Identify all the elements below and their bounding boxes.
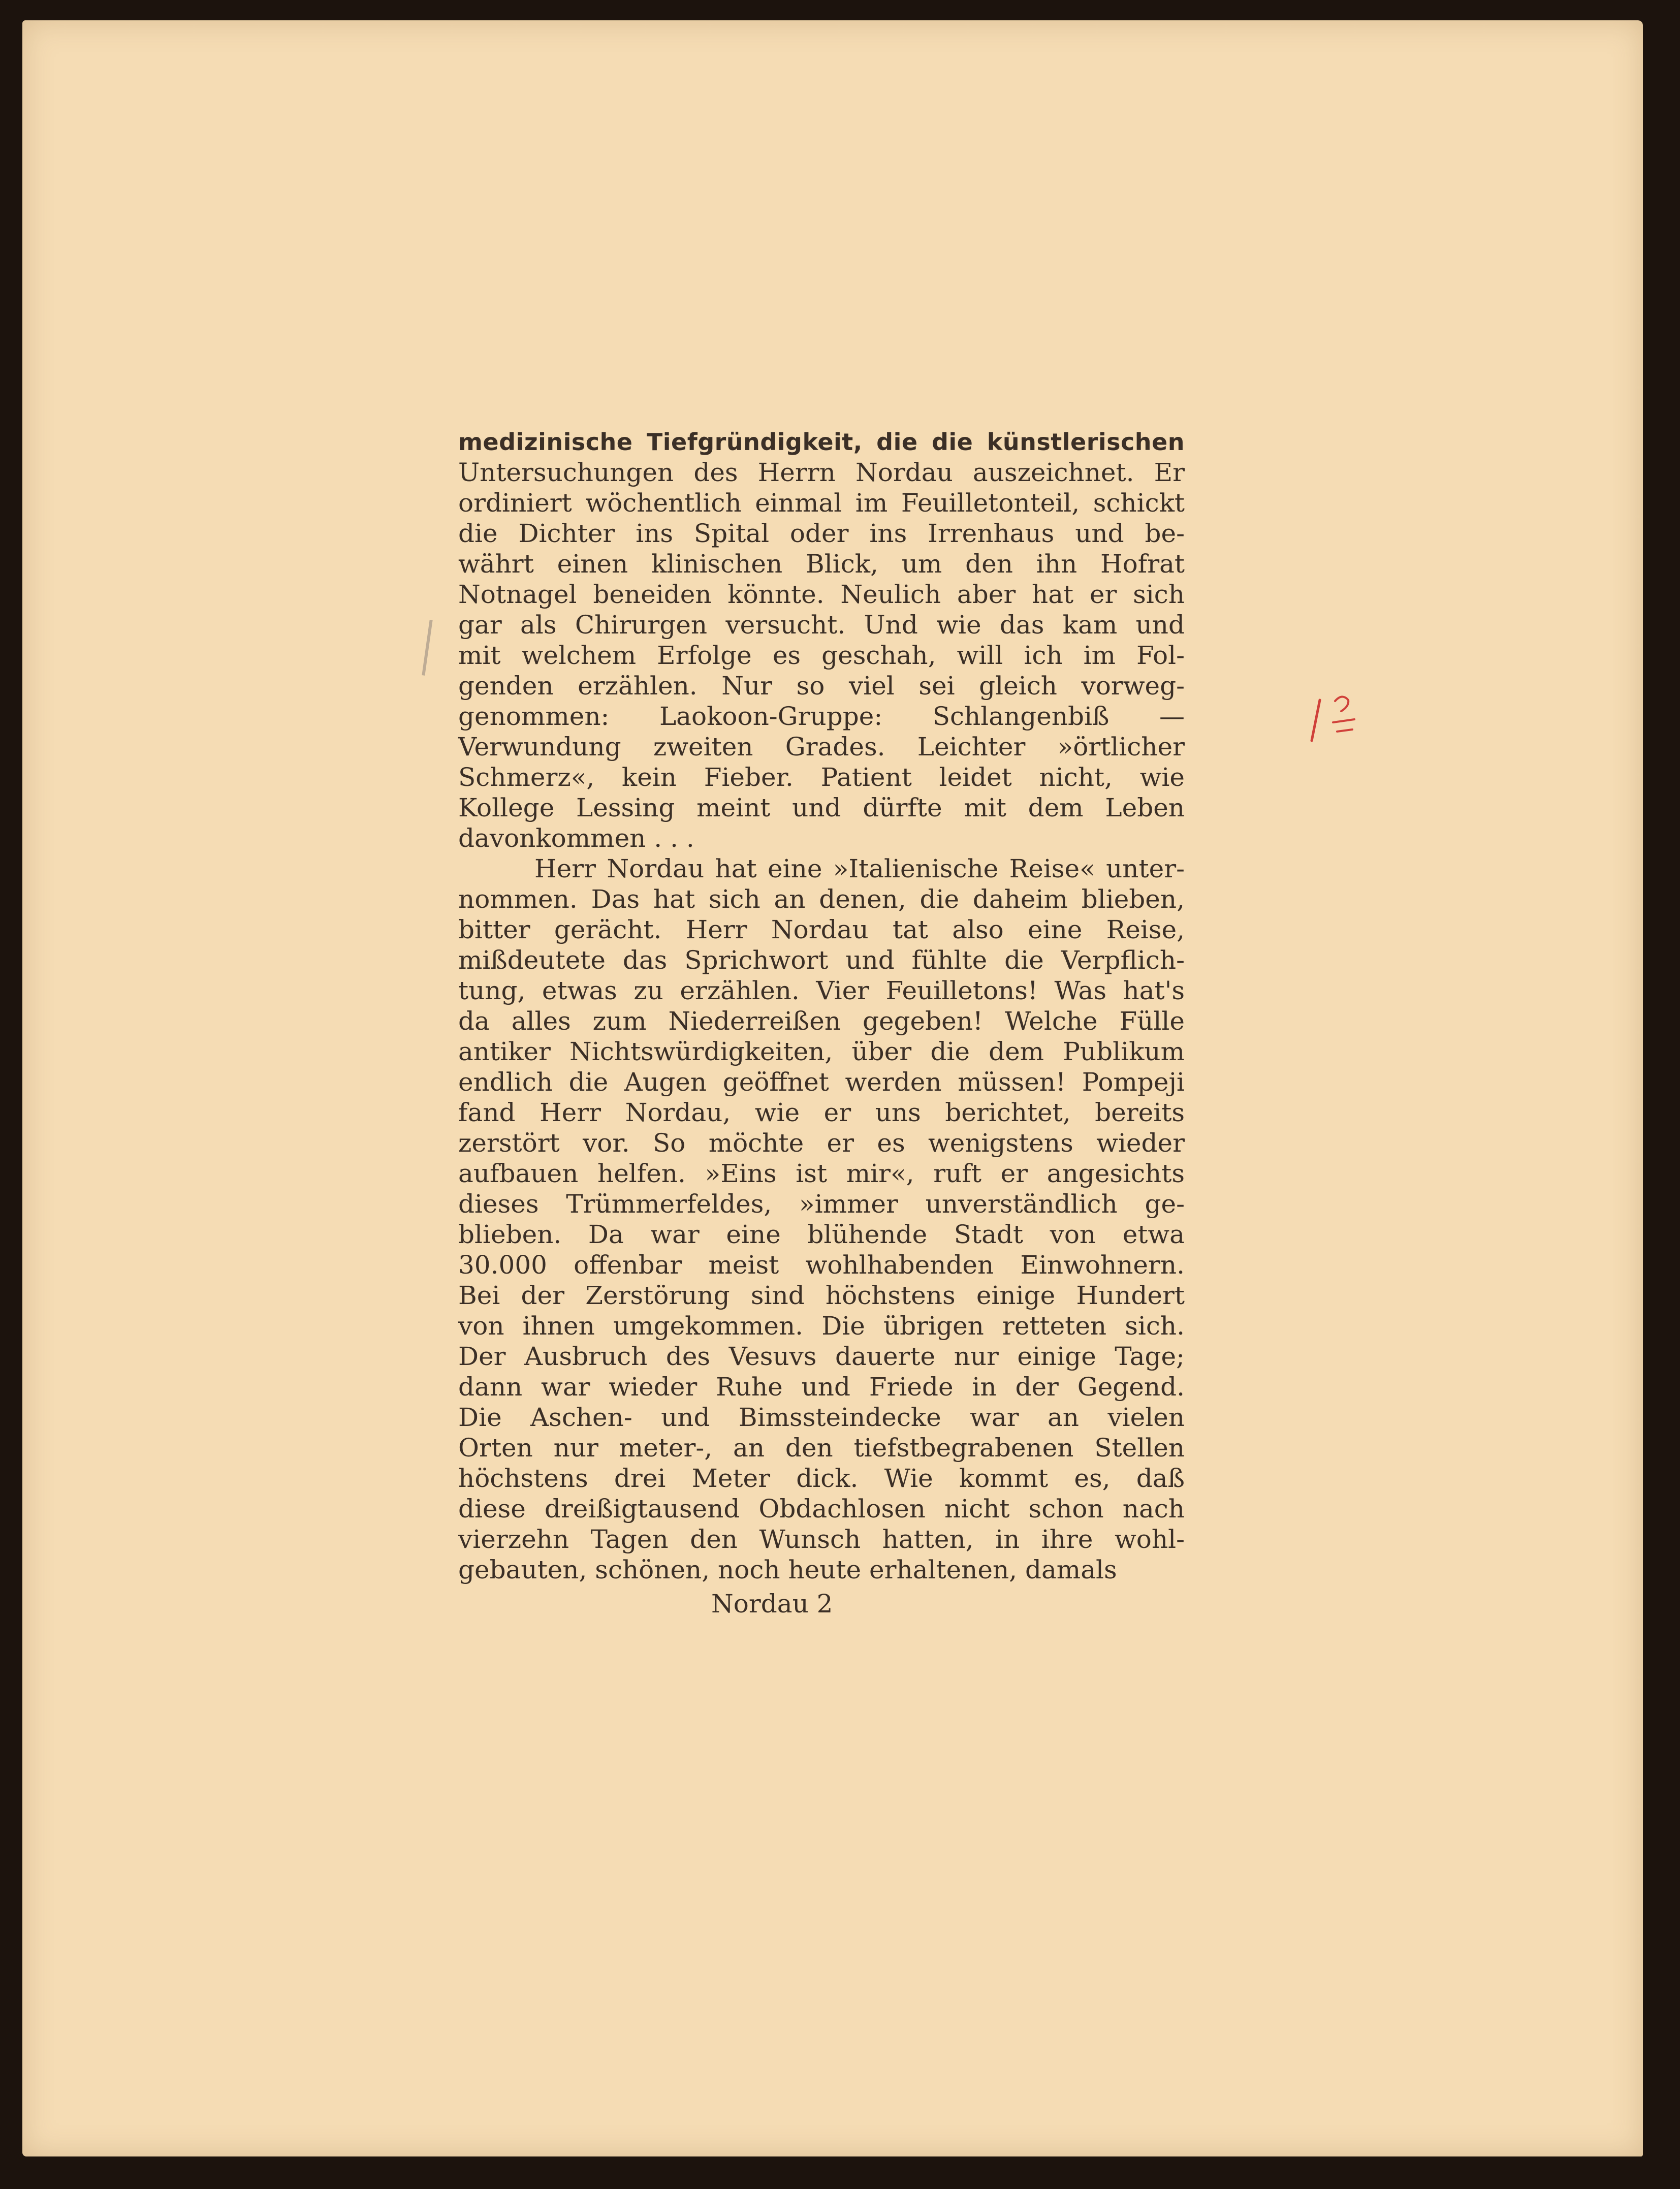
text-line: Verwundung zweiten Grades. Leichter »örtlicher [458,732,1185,762]
text-line: da alles zum Niederreißen gegeben! Welche Fülle [458,1006,1185,1036]
text-line: Kollege Lessing meint und dürfte mit dem Leben [458,793,1185,822]
page-folio: Nordau 2 [711,1589,833,1619]
text-line: medizinische Tiefgründigkeit, die die künstlerischen [458,428,1185,456]
body-text [458,427,1185,1585]
text-line: von ihnen umgekommen. Die übrigen retteten sich. [458,1311,1185,1341]
text-line: fand Herr Nordau, wie er uns berichtet, bereits [458,1098,1185,1127]
text-line: davonkommen . . . [458,823,694,853]
text-line: genommen: Laokoon-Gruppe: Schlangenbiß — [458,702,1185,731]
text-line: gebauten, schönen, noch heute erhaltenen, damals [458,1555,1117,1584]
text-line: Orten nur meter-, an den tiefstbegrabenen Stellen [458,1433,1185,1463]
text-line: Herr Nordau hat eine »Italienische Reise« unter- [534,854,1185,883]
text-line: Untersuchungen des Herrn Nordau auszeichnet. Er [458,458,1185,487]
text-line: genden erzählen. Nur so viel sei gleich vorweg- [458,671,1185,701]
text-line: aufbauen helfen. »Eins ist mir«, ruft er angesichts [458,1159,1185,1188]
text-line: 30.000 offenbar meist wohlhabenden Einwohnern. [458,1250,1185,1280]
text-line: höchstens drei Meter dick. Wie kommt es, daß [458,1464,1185,1493]
text-line: bitter gerächt. Herr Nordau tat also eine Reise, [458,915,1185,944]
text-line: tung, etwas zu erzählen. Vier Feuilletons! Was hat's [458,976,1185,1005]
text-line: diese dreißigtausend Obdachlosen nicht schon nach [458,1494,1185,1524]
margin-annotation [1306,691,1367,747]
text-line: vierzehn Tagen den Wunsch hatten, in ihre wohl- [458,1525,1185,1554]
text-line: die Dichter ins Spital oder ins Irrenhaus und be- [458,519,1185,548]
text-line: zerstört vor. So möchte er es wenigstens wieder [458,1128,1185,1158]
text-line: Notnagel beneiden könnte. Neulich aber hat er sich [458,580,1185,609]
text-line: dieses Trümmerfeldes, »immer unverständlich ge- [458,1189,1185,1219]
text-line: Bei der Zerstörung sind höchstens einige Hundert [458,1281,1185,1310]
text-line: ordiniert wöchentlich einmal im Feuilletonteil, schickt [458,488,1185,518]
text-line: gar als Chirurgen versucht. Und wie das kam und [458,610,1185,640]
text-line: endlich die Augen geöffnet werden müssen! Pompeji [458,1067,1185,1097]
text-line: antiker Nichtswürdigkeiten, über die dem Publikum [458,1037,1185,1066]
text-line: währt einen klinischen Blick, um den ihn Hofrat [458,549,1185,579]
text-line: Die Aschen- und Bimssteindecke war an vielen [458,1403,1185,1432]
text-line: Der Ausbruch des Vesuvs dauerte nur einige Tage; [458,1342,1185,1371]
text-line: blieben. Da war eine blühende Stadt von etwa [458,1220,1185,1249]
text-line: mit welchem Erfolge es geschah, will ich im Fol- [458,641,1185,670]
text-line: dann war wieder Ruhe und Friede in der Gegend. [458,1372,1185,1402]
text-line: Schmerz«, kein Fieber. Patient leidet nicht, wie [458,763,1185,792]
pencil-mark [422,620,432,676]
text-line: mißdeutete das Sprichwort und fühlte die Verpflich- [458,945,1185,975]
text-line: nommen. Das hat sich an denen, die daheim blieben, [458,884,1185,914]
